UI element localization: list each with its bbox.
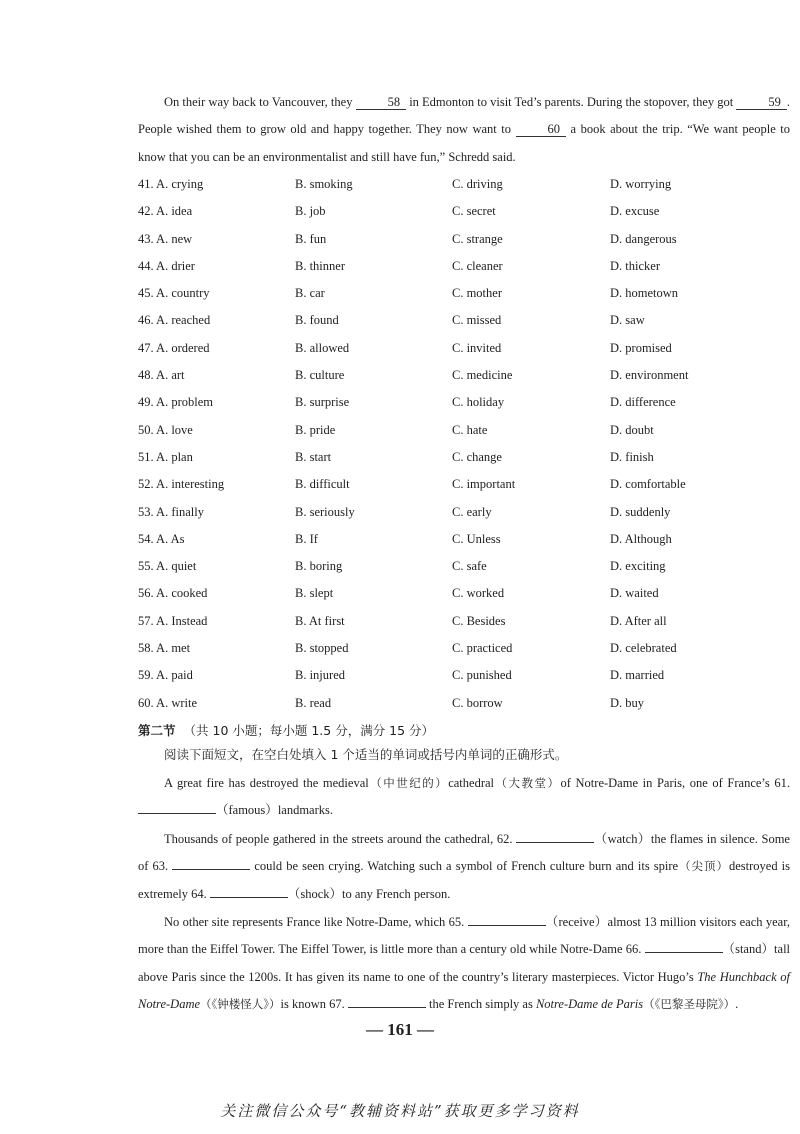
option-d: D. doubt [610, 422, 654, 437]
option-row [138, 307, 790, 334]
option-b: B. injured [295, 668, 345, 683]
option-d: D. buy [610, 695, 645, 710]
option-a: 53. A. finally [138, 504, 204, 519]
option-b: B. At first [295, 613, 345, 628]
blank-67 [348, 995, 426, 1008]
option-b: B. boring [295, 559, 343, 574]
section-instruction: 阅读下面短文，在空白处填入 1 个适当的单词或括号内单词的正确形式。 [164, 747, 568, 762]
option-a: 58. A. met [138, 641, 191, 656]
option-row [138, 362, 790, 389]
blank-59: 59 [736, 95, 787, 110]
page-number: — 161 — [366, 1020, 434, 1039]
option-d: D. celebrated [610, 641, 677, 656]
option-b: B. pride [295, 422, 336, 437]
option-a: 48. A. art [138, 368, 185, 383]
option-a: 50. A. love [138, 422, 193, 437]
option-a: 54. A. As [138, 531, 185, 546]
option-b: B. start [295, 449, 332, 464]
option-b: B. found [295, 313, 339, 328]
passage2-paragraph-1: A great fire has destroyed the medieval（中世纪的）cathedral（大教堂）of Notre-Dame in Paris, one of France’s 61. （famous）landmarks. [138, 770, 790, 825]
option-row [138, 553, 790, 580]
option-c: C. Unless [452, 531, 501, 546]
option-c: C. Besides [452, 613, 506, 628]
option-a: 55. A. quiet [138, 559, 197, 574]
option-b: B. difficult [295, 477, 350, 492]
blank-62 [516, 830, 594, 843]
blank-64 [210, 885, 288, 898]
option-d: D. married [610, 668, 665, 683]
option-d: D. suddenly [610, 504, 671, 519]
footer-note: 关注微信公众号“教辅资料站”获取更多学习资料 [220, 1102, 580, 1120]
option-c: C. safe [452, 559, 487, 574]
section-heading: 第二节 （共 10 小题；每小题 1.5 分，满分 15 分） [138, 723, 435, 738]
option-row [138, 389, 790, 416]
option-row [138, 662, 790, 689]
option-b: B. allowed [295, 340, 350, 355]
option-b: B. smoking [295, 177, 353, 191]
option-a: 42. A. idea [138, 204, 193, 219]
option-b: B. thinner [295, 258, 345, 273]
option-a: 52. A. interesting [138, 477, 225, 492]
option-c: C. cleaner [452, 258, 503, 273]
blank-60: 60 [516, 122, 567, 137]
option-c: C. borrow [452, 695, 503, 710]
option-row [138, 226, 790, 253]
option-d: D. comfortable [610, 477, 686, 492]
blank-66 [645, 940, 723, 953]
option-row [138, 198, 790, 225]
option-c: C. invited [452, 340, 502, 355]
option-d: D. exciting [610, 559, 666, 574]
passage-top: On their way back to Vancouver, they 58 in Edmonton to visit Ted’s parents. During the stopover, they got 59 . People wished them to grow old and happy together. They now want to 60 a book about the trip. “We want people to know that you can be an environmentalist and still have fun,” Schredd said. [138, 95, 791, 164]
option-row [138, 580, 790, 607]
option-b: B. surprise [295, 395, 350, 410]
option-row [138, 335, 790, 362]
option-d: D. thicker [610, 258, 660, 273]
option-b: B. fun [295, 231, 327, 246]
option-c: C. worked [452, 586, 505, 601]
option-a: 47. A. ordered [138, 340, 210, 355]
option-c: C. practiced [452, 641, 513, 656]
option-d: D. hometown [610, 286, 679, 301]
option-row [138, 171, 790, 198]
option-row [138, 690, 790, 717]
blank-61 [138, 801, 216, 814]
option-c: C. hate [452, 422, 488, 437]
option-d: D. difference [610, 395, 676, 410]
option-b: B. job [295, 204, 326, 219]
option-a: 43. A. new [138, 231, 193, 246]
option-b: B. slept [295, 586, 334, 601]
option-row [138, 635, 790, 662]
option-row [138, 444, 790, 471]
option-c: C. strange [452, 231, 503, 246]
option-a: 56. A. cooked [138, 586, 208, 601]
option-a: 44. A. drier [138, 258, 195, 273]
option-row [138, 253, 790, 280]
option-a: 49. A. problem [138, 395, 213, 410]
option-c: C. mother [452, 286, 502, 301]
option-row [138, 417, 790, 444]
option-b: B. culture [295, 368, 345, 383]
option-d: D. waited [610, 586, 659, 601]
option-a: 41. A. crying [138, 177, 204, 191]
book-title-hunchback: The Hunchback of Notre-Dame [138, 969, 790, 1011]
option-c: C. punished [452, 668, 512, 683]
option-c: C. early [452, 504, 492, 519]
option-a: 57. A. Instead [138, 613, 208, 628]
option-c: C. important [452, 477, 516, 492]
blank-63 [172, 857, 250, 870]
option-b: B. stopped [295, 641, 349, 656]
passage2-paragraph-3: No other site represents France like Notre-Dame, which 65. （receive）almost 13 million visitors each year, more than the Eiffel Tower. The Eiffel Tower, is little more than a century old while Notre-Dame 66. （stand）tall above Paris since the 1200s. It has given its name to one of the country’s literary masterpieces. Victor Hugo’s The Hunchback of Notre-Dame（《钟楼怪人》）is known 67. the French simply as Notre-Dame de Paris（《巴黎圣母院》）. [138, 915, 791, 1011]
option-b: B. seriously [295, 504, 355, 519]
option-d: D. After all [610, 613, 667, 628]
option-d: D. excuse [610, 204, 660, 219]
blank-65 [468, 913, 546, 926]
option-d: D. environment [610, 368, 689, 383]
option-c: C. medicine [452, 368, 513, 383]
option-b: B. If [295, 531, 318, 546]
option-a: 45. A. country [138, 286, 210, 301]
option-row [138, 471, 790, 498]
option-a: 60. A. write [138, 695, 198, 710]
option-d: D. Although [610, 531, 672, 546]
option-a: 46. A. reached [138, 313, 211, 328]
blank-58: 58 [356, 95, 407, 110]
option-c: C. missed [452, 313, 502, 328]
option-a: 51. A. plan [138, 449, 193, 464]
option-b: B. car [295, 286, 325, 301]
option-row [138, 499, 790, 526]
option-d: D. dangerous [610, 231, 677, 246]
option-row [138, 280, 790, 307]
option-d: D. saw [610, 313, 645, 328]
option-d: D. finish [610, 449, 654, 464]
option-d: D. worrying [610, 177, 672, 191]
passage2-paragraph-2: Thousands of people gathered in the streets around the cathedral, 62. （watch）the flames in silence. Some of 63. could be seen crying. Watching such a symbol of French culture burn and its spire（尖顶）destroyed is extremely 64. （shock）to any French person. [138, 832, 791, 901]
option-b: B. read [295, 695, 332, 710]
options-table [138, 171, 790, 717]
option-row [138, 526, 790, 553]
option-c: C. holiday [452, 395, 505, 410]
option-c: C. change [452, 449, 502, 464]
option-d: D. promised [610, 340, 672, 355]
option-c: C. driving [452, 177, 503, 191]
option-row [138, 608, 790, 635]
option-c: C. secret [452, 204, 496, 219]
book-title-notre-dame: Notre-Dame de Paris [535, 996, 644, 1011]
option-a: 59. A. paid [138, 668, 193, 683]
